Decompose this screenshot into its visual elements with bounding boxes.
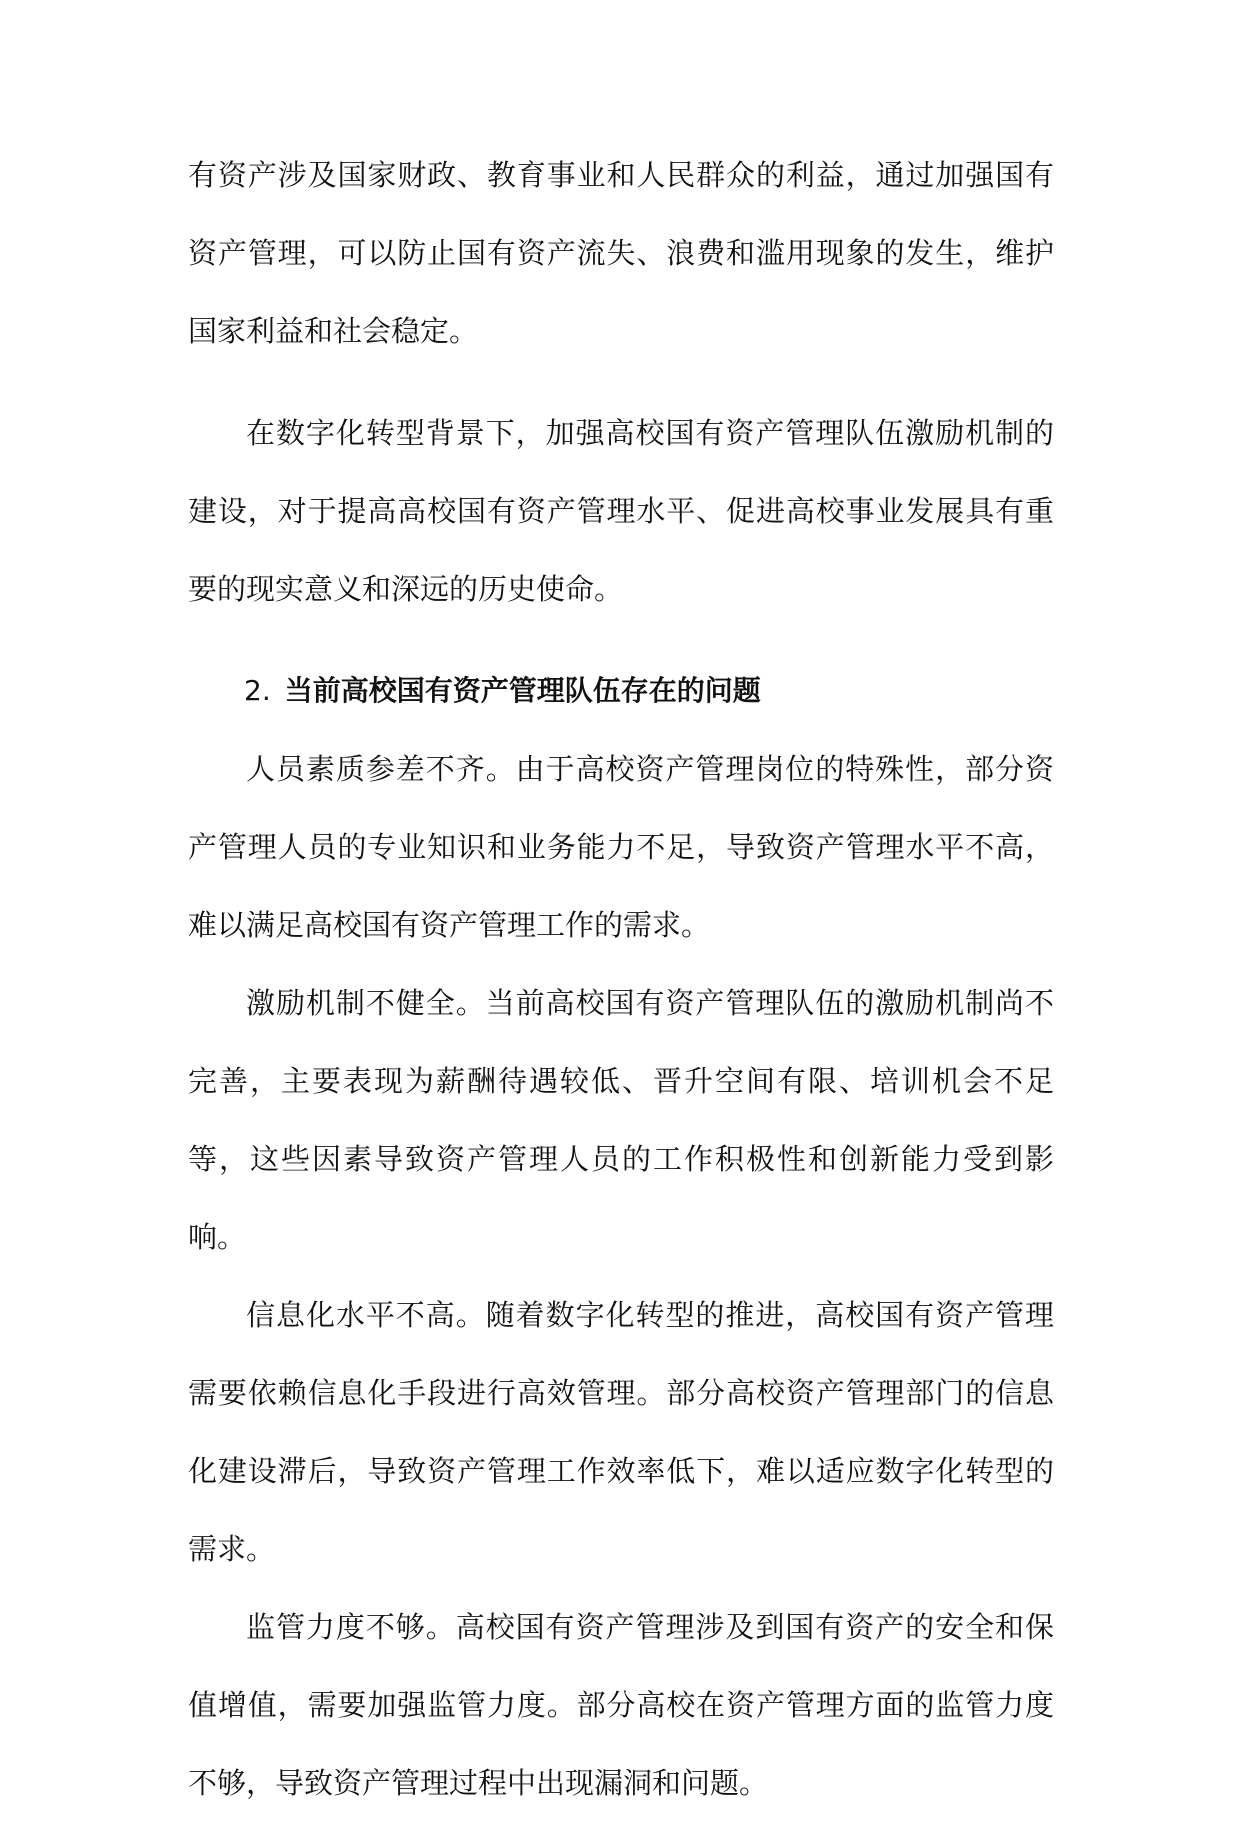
paragraph-digital-significance: 在数字化转型背景下，加强高校国有资产管理队伍激励机制的建设，对于提高高校国有资产管理水平、促进高校事业发展具有重要的现实意义和深远的历史使命。	[188, 416, 1054, 606]
section-heading	[188, 652, 1054, 730]
paragraph-incentive: 激励机制不健全。当前高校国有资产管理队伍的激励机制尚不完善，主要表现为薪酬待遇较低、晋升空间有限、培训机会不足等，这些因素导致资产管理人员的工作积极性和创新能力受到影响。	[188, 986, 1054, 1254]
paragraph-informatization: 信息化水平不高。随着数字化转型的推进，高校国有资产管理需要依赖信息化手段进行高效管理。部分高校资产管理部门的信息化建设滞后，导致资产管理工作效率低下，难以适应数字化转型的需求。	[188, 1298, 1054, 1566]
paragraph-continuation: 有资产涉及国家财政、教育事业和人民群众的利益，通过加强国有资产管理，可以防止国有资产流失、浪费和滥用现象的发生，维护国家利益和社会稳定。	[188, 158, 1054, 348]
section-title: 当前高校国有资产管理队伍存在的问题	[284, 674, 761, 707]
paragraph-supervision: 监管力度不够。高校国有资产管理涉及到国有资产的安全和保值增值，需要加强监管力度。部分高校在资产管理方面的监管力度不够，导致资产管理过程中出现漏洞和问题。	[188, 1610, 1054, 1800]
section-number: 2.	[244, 674, 271, 707]
document-body	[188, 136, 1054, 1822]
paragraph-staff-quality: 人员素质参差不齐。由于高校资产管理岗位的特殊性，部分资产管理人员的专业知识和业务能力不足，导致资产管理水平不高，难以满足高校国有资产管理工作的需求。	[188, 752, 1054, 942]
